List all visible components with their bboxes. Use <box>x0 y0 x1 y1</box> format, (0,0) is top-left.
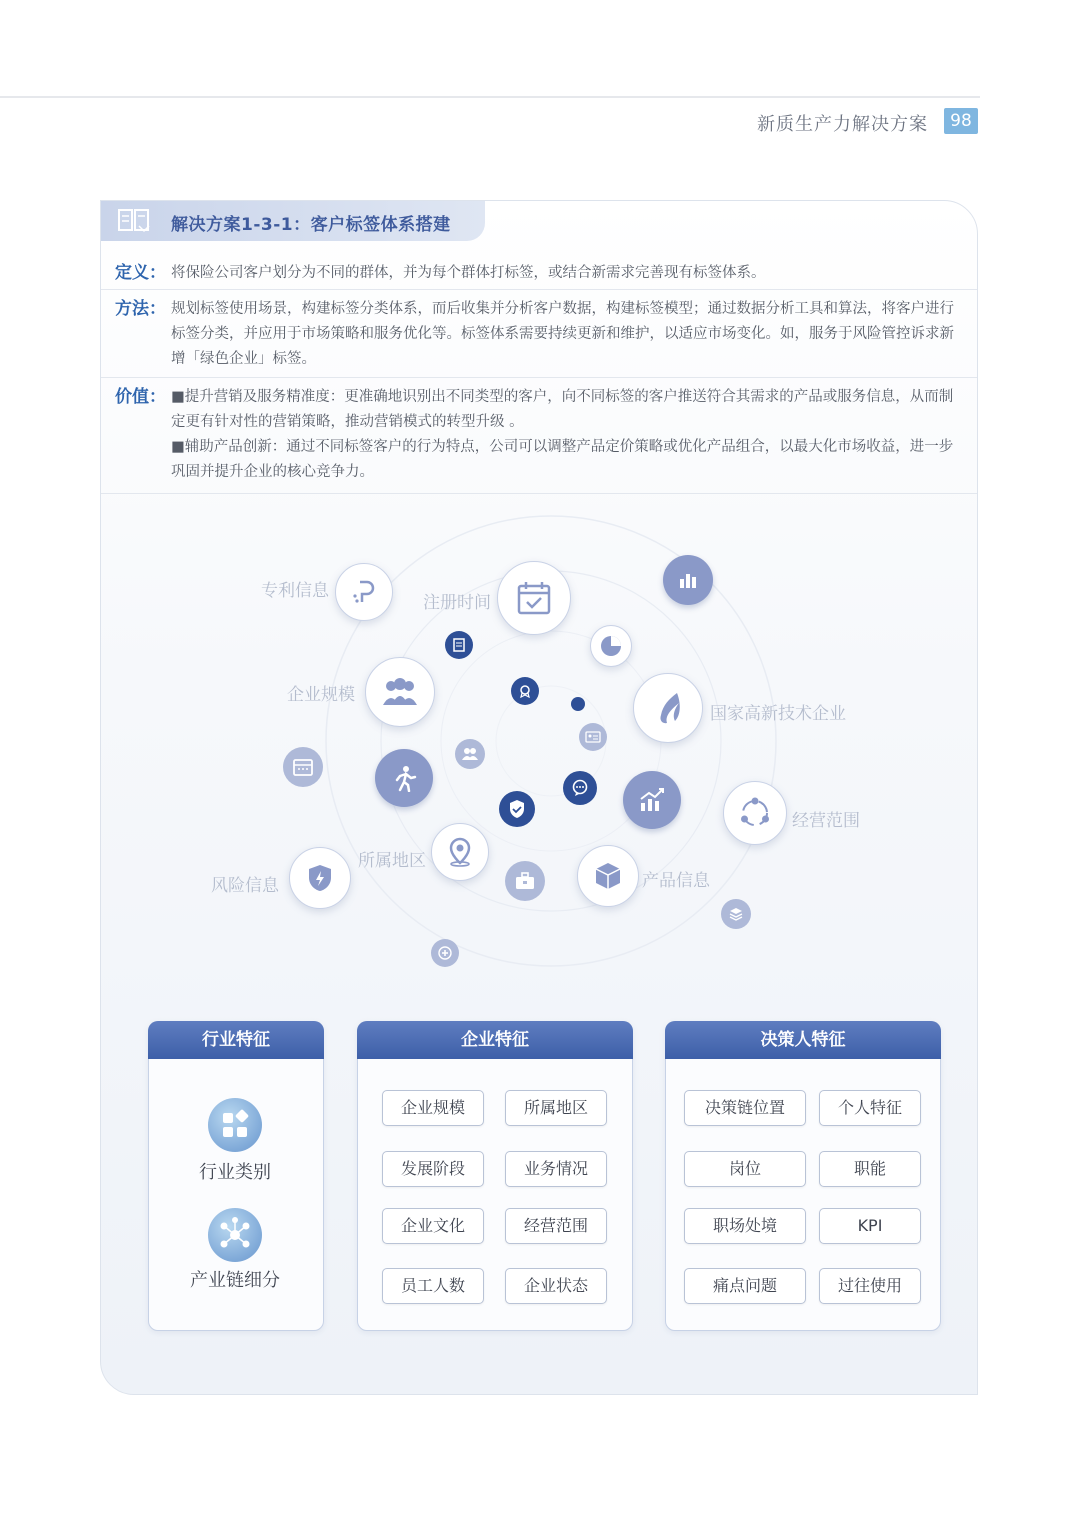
industry-item: 产业链细分 <box>190 1270 280 1291</box>
panel-header: 企业特征 <box>357 1021 633 1059</box>
industry-panel <box>148 1021 324 1331</box>
box-icon <box>577 845 639 907</box>
panel-header: 行业特征 <box>148 1021 324 1059</box>
location-icon <box>431 823 489 881</box>
tag-chip: 个人特征 <box>819 1090 921 1126</box>
cloud-label-product: 产品信息 <box>642 871 710 891</box>
divider <box>101 289 978 290</box>
industry-item: 行业类别 <box>199 1162 271 1183</box>
divider <box>101 377 978 378</box>
tag-chip: 企业规模 <box>382 1090 484 1126</box>
value-point: ■提升营销及服务精准度：更准确地识别出不同类型的客户，向不同标签的客户推送符合其需求的产品或服务信息，从而制定更有针对性的营销策略，推动营销模式的转型升级 。 <box>171 389 954 430</box>
tag-chip: 职场处境 <box>684 1208 806 1244</box>
bar-chart-icon <box>663 555 713 605</box>
layers-icon <box>721 899 751 929</box>
method-label: 方法： <box>115 299 166 319</box>
briefcase-icon <box>505 861 545 901</box>
cloud-label-register: 注册时间 <box>423 593 491 613</box>
tag-cloud <box>101 501 978 1001</box>
cloud-label-hightech: 国家高新技术企业 <box>710 704 846 724</box>
method-section <box>115 297 965 372</box>
cloud-label-scale: 企业规模 <box>287 685 355 705</box>
tag-chip: 过往使用 <box>819 1268 921 1304</box>
flame-logo-icon <box>633 673 703 743</box>
schedule-icon <box>283 747 323 787</box>
method-text: 规划标签使用场景，构建标签分类体系，而后收集并分析客户数据，构建标签模型；通过数据分析工具和算法，将客户进行标签分类，并应用于市场策略和服务优化等。标签体系需要持续更新和维护，以适应市场变化。如，服务于风险管控诉求新增「绿色企业」标签。 <box>171 301 954 367</box>
chat-icon <box>563 771 597 805</box>
shield-check-icon <box>499 791 535 827</box>
solution-card <box>100 200 978 1395</box>
shield-bolt-icon <box>289 847 351 909</box>
tag-chip: KPI <box>819 1208 921 1244</box>
card-title-tab <box>101 201 485 241</box>
cloud-label-scope: 经营范围 <box>792 811 860 831</box>
value-point: ■辅助产品创新：通过不同标签客户的行为特点，公司可以调整产品定价策略或优化产品组合，以最大化市场收益，进一步巩固并提升企业的核心竞争力。 <box>171 439 954 480</box>
card-title: 解决方案1-3-1：客户标签体系搭建 <box>171 215 451 235</box>
award-icon <box>511 677 539 705</box>
tag-chip: 发展阶段 <box>382 1151 484 1187</box>
pie-chart-icon <box>590 625 632 667</box>
users-icon <box>455 739 485 769</box>
divider <box>101 493 978 494</box>
tag-chip: 所属地区 <box>505 1090 607 1126</box>
tag-chip: 痛点问题 <box>684 1268 806 1304</box>
industry-category-icon <box>208 1098 262 1152</box>
definition-section <box>115 261 965 289</box>
enterprise-panel <box>357 1021 633 1331</box>
book-icon <box>117 206 151 236</box>
cycle-icon <box>723 781 787 845</box>
decision-maker-panel <box>665 1021 941 1331</box>
calendar-icon <box>497 561 571 635</box>
plus-icon <box>431 939 459 967</box>
tag-chip: 业务情况 <box>505 1151 607 1187</box>
patent-icon <box>335 563 393 621</box>
tag-chip: 岗位 <box>684 1151 806 1187</box>
page-number: 98 <box>944 108 978 134</box>
document-icon <box>445 631 473 659</box>
growth-chart-icon <box>623 771 681 829</box>
top-rule <box>0 96 980 98</box>
tag-chip: 职能 <box>819 1151 921 1187</box>
id-card-icon <box>579 723 607 751</box>
runner-icon <box>375 749 433 807</box>
tag-chip: 员工人数 <box>382 1268 484 1304</box>
panel-header: 决策人特征 <box>665 1021 941 1059</box>
cloud-label-region: 所属地区 <box>358 851 426 871</box>
cloud-label-patent: 专利信息 <box>261 581 329 601</box>
value-label: 价值： <box>115 387 166 407</box>
chain-network-icon <box>208 1208 262 1262</box>
definition-text: 将保险公司客户划分为不同的群体，并为每个群体打标签，或结合新需求完善现有标签体系。 <box>171 265 766 281</box>
value-section <box>115 385 965 485</box>
tag-chip: 企业状态 <box>505 1268 607 1304</box>
cloud-label-risk: 风险信息 <box>211 876 279 896</box>
value-text <box>171 385 965 485</box>
definition-label: 定义： <box>115 263 166 283</box>
team-icon <box>365 657 435 727</box>
dot-icon <box>571 697 585 711</box>
running-title: 新质生产力解决方案 <box>757 114 928 135</box>
tag-chip: 经营范围 <box>505 1208 607 1244</box>
tag-chip: 决策链位置 <box>684 1090 806 1126</box>
tag-chip: 企业文化 <box>382 1208 484 1244</box>
